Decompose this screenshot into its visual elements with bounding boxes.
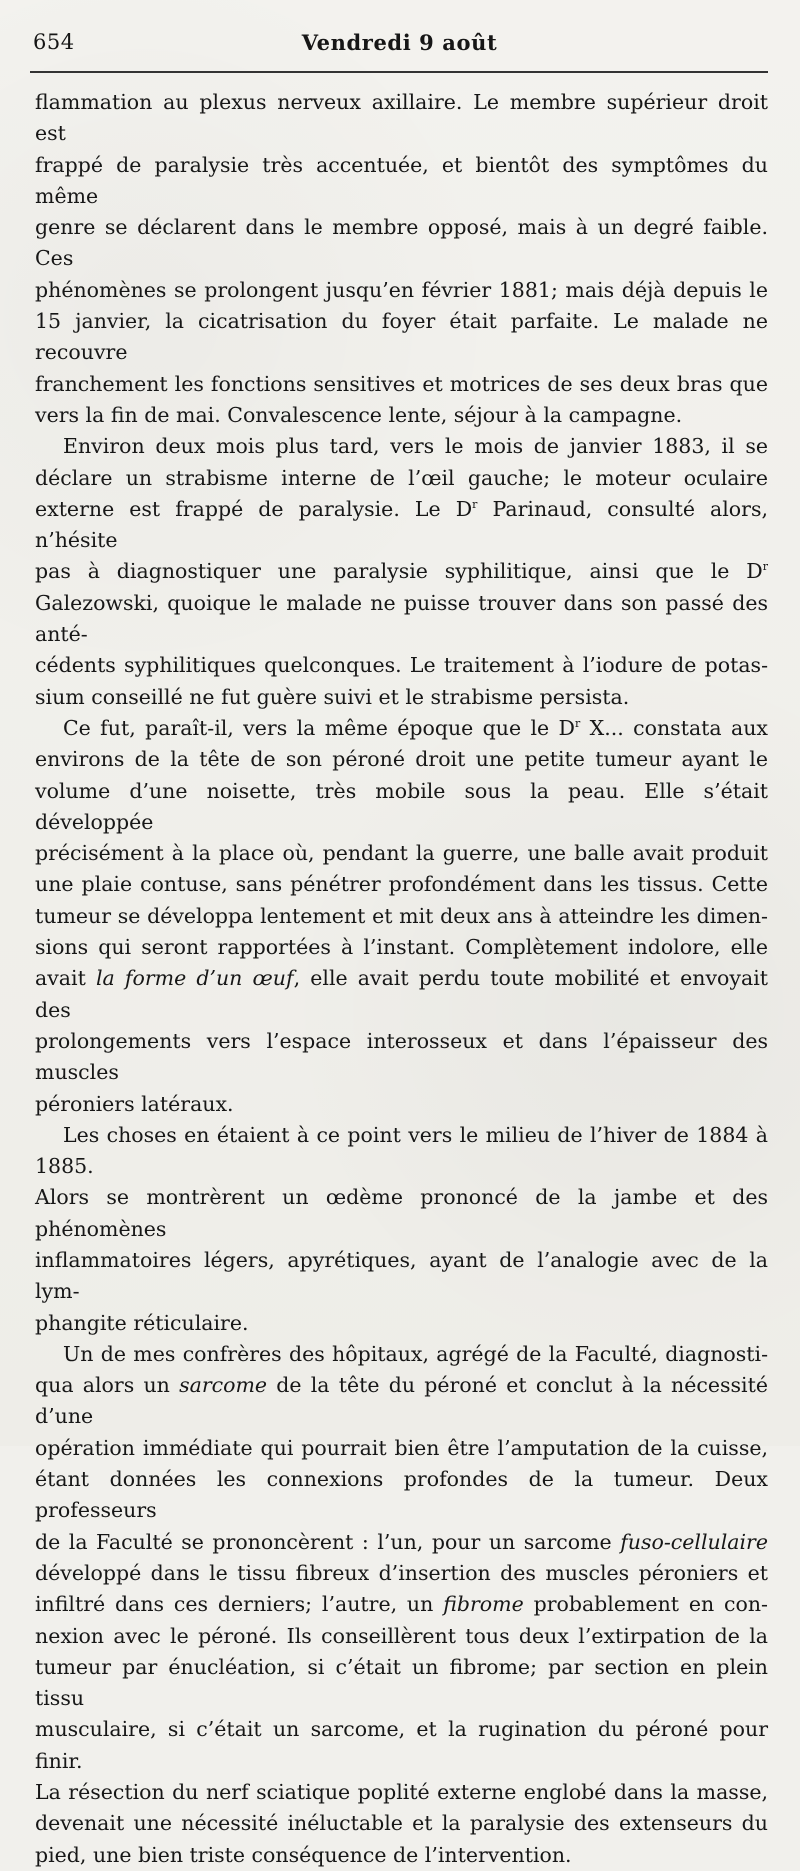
text-line: nexion avec le péroné. Ils conseillèrent tous deux l’extirpation de la [35,1623,768,1648]
text-line: frappé de paralysie très accentuée, et bientôt des symptômes du même [35,152,768,208]
paragraph-3 [35,713,768,1120]
text-line: une plaie contuse, sans pénétrer profondément dans les tissus. Cette [35,872,768,897]
text-fragment: de la tête du péroné et conclut à la nécessité d’une [35,1373,768,1429]
superscript-doctor: r [762,560,768,574]
text-fragment: X... constata aux [589,715,768,740]
text-line-with-italic [35,1370,768,1433]
text-line: tumeur se développa lentement et mit deux ans à atteindre les dimen- [35,903,768,928]
text-fragment: avait [35,966,86,991]
text-line: développé dans le tissu fibreux d’insertion des muscles péroniers et [35,1560,768,1585]
text-line: franchement les fonctions sensitives et motrices de ses deux bras que [35,371,768,396]
text-fragment: Ce fut, paraît-il, vers la même époque que le D [63,715,575,740]
text-line: genre se déclarent dans le membre opposé, mais à un degré faible. Ces [35,215,768,271]
text-line: sium conseillé ne fut guère suivi et le strabisme persista. [35,684,630,709]
paragraph-5 [35,1339,768,1871]
text-line: musculaire, si c’était un sarcome, et la rugination du péroné pour finir. [35,1717,768,1773]
text-line: La résection du nerf sciatique poplité externe englobé dans la masse, [35,1780,768,1805]
italic-term: sarcome [179,1373,268,1398]
superscript-doctor: r [575,717,581,731]
text-fragment: externe est frappé de paralysie. Le D [35,496,473,521]
text-line: Un de mes confrères des hôpitaux, agrégé de la Faculté, diagnosti- [63,1341,768,1366]
text-line: cédents syphilitiques quelconques. Le traitement à l’iodure de potas- [35,653,768,678]
text-line: étant données les connexions profondes de la tumeur. Deux professeurs [35,1467,768,1523]
paragraph-4 [35,1120,768,1339]
paragraph-2 [35,431,768,713]
text-line: Les choses en étaient à ce point vers le milieu de l’hiver de 1884 à 1885. [35,1122,768,1179]
text-line-with-superscript [35,494,768,557]
text-line-with-superscript [35,556,768,650]
italic-term: fibrome [443,1592,524,1617]
text-line: péroniers latéraux. [35,1091,234,1116]
text-line: tumeur par énucléation, si c’était un fibrome; par section en plein tissu [35,1654,768,1711]
document-body [35,87,768,1871]
text-fragment: infiltré dans ces derniers; l’autre, un [35,1592,434,1617]
text-fragment: Galezowski, quoique le malade ne puisse trouver dans son passé des anté- [35,590,768,647]
text-line: vers la fin de mai. Convalescence lente, séjour à la campagne. [35,402,683,427]
text-line-with-italic [35,1527,768,1558]
header-rule [30,71,768,73]
running-head [33,30,766,64]
text-line: inflammatoires légers, apyrétiques, ayant de l’analogie avec de la lym- [35,1247,768,1304]
text-line: environs de la tête de son péroné droit une petite tumeur ayant le [35,747,768,772]
text-line-with-superscript [35,713,768,744]
text-fragment: probablement en con- [533,1592,768,1617]
text-line: opération immédiate qui pourrait bien être l’amputation de la cuisse, [35,1435,768,1460]
text-line: Alors se montrèrent un œdème prononcé de la jambe et des phénomènes [35,1185,768,1241]
text-fragment: qua alors un [35,1373,170,1398]
text-line: précisément à la place où, pendant la guerre, une balle avait produit [35,841,768,866]
text-line: sions qui seront rapportées à l’instant. Complètement indolore, elle [35,935,768,960]
page-number: 654 [33,30,75,54]
text-line: phangite réticulaire. [35,1310,249,1335]
text-line: Environ deux mois plus tard, vers le mois de janvier 1883, il se [63,434,768,459]
text-fragment: pas à diagnostiquer une paralysie syphilitique, ainsi que le D [35,559,763,584]
italic-term: fuso-cellulaire [620,1529,768,1554]
text-line: prolongements vers l’espace interosseux et dans l’épaisseur des muscles [35,1028,768,1085]
text-line-with-italic [35,963,768,1026]
header-title: Vendredi 9 août [301,30,498,55]
paragraph-1 [35,87,768,431]
text-line-with-italic [35,1589,768,1620]
text-fragment: de la Faculté se prononcèrent : l’un, pour un sarcome [35,1529,612,1554]
italic-phrase: la forme d’un œuf [95,966,294,991]
text-line: pied, une bien triste conséquence de l’intervention. [35,1842,572,1867]
text-line: phénomènes se prolongent jusqu’en février 1881; mais déjà depuis le [35,277,768,302]
text-line: flammation au plexus nerveux axillaire. Le membre supérieur droit est [35,90,768,146]
superscript-doctor: r [472,498,478,512]
text-line: volume d’une noisette, très mobile sous la peau. Elle s’était développée [35,778,768,834]
text-line: devenait une nécessité inéluctable et la paralysie des extenseurs du [35,1811,768,1836]
text-fragment: Parinaud, consulté alors, n’hésite [35,496,768,553]
text-line: déclare un strabisme interne de l’œil gauche; le moteur oculaire [35,465,768,490]
text-fragment: , elle avait perdu toute mobilité et envoyait des [35,966,768,1022]
text-line: 15 janvier, la cicatrisation du foyer était parfaite. Le malade ne recouvre [35,309,768,365]
